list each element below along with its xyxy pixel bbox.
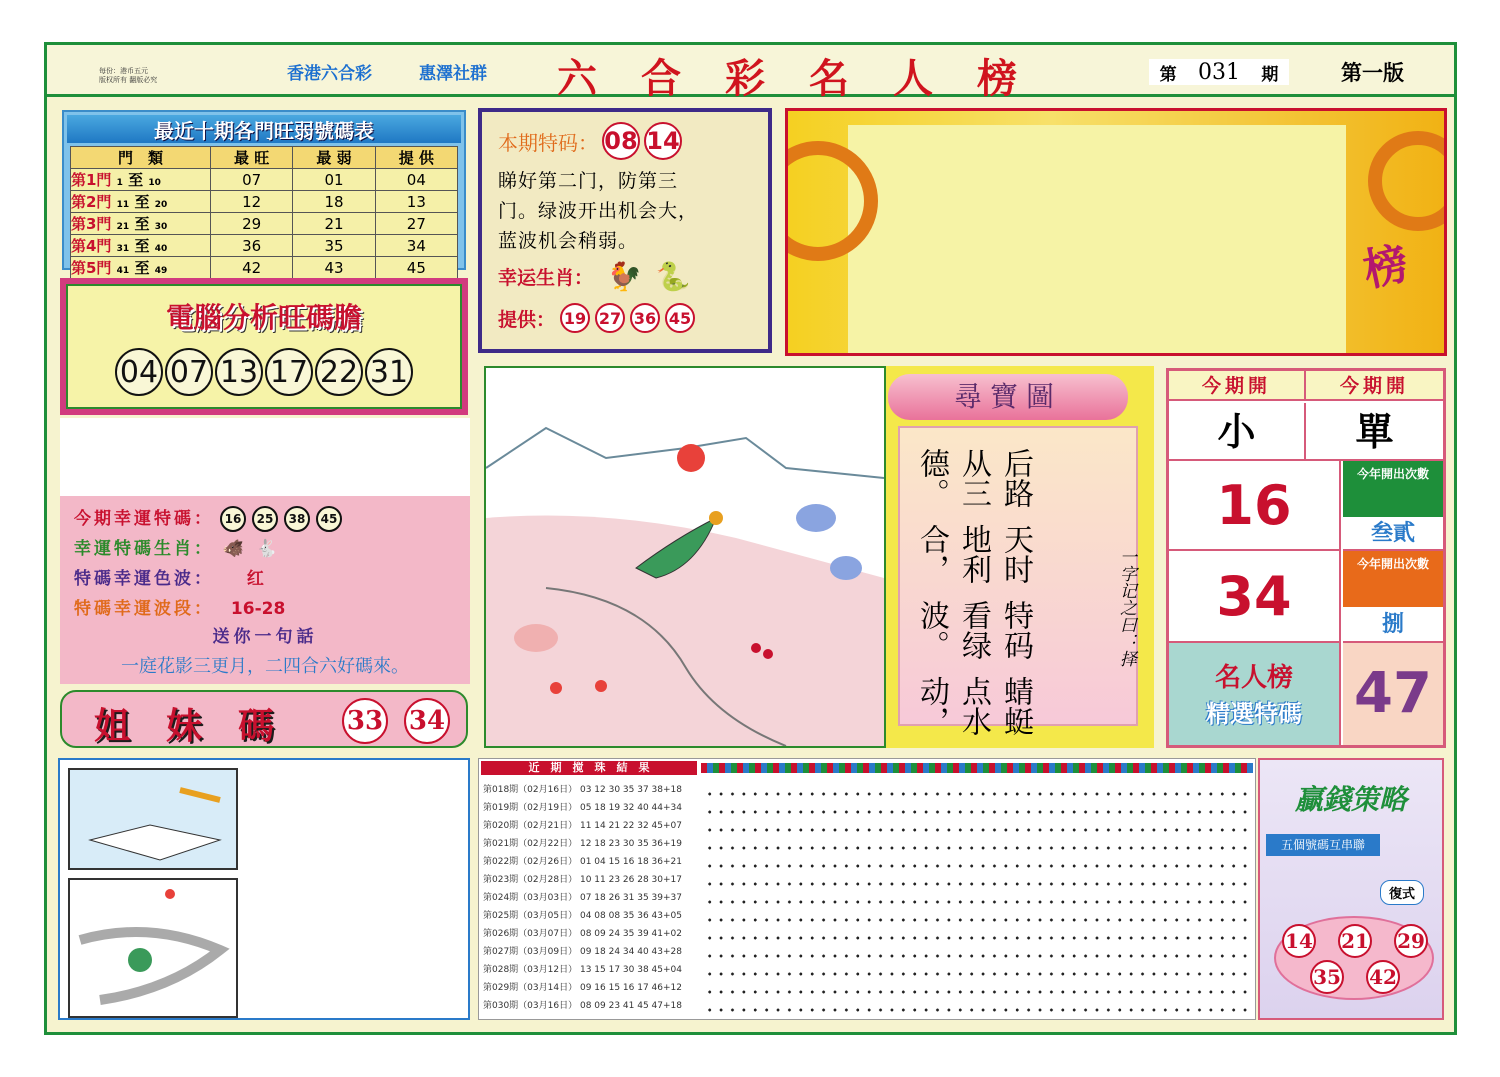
strategy-mode: 復式 xyxy=(1380,880,1424,905)
selected-number: 47 xyxy=(1343,643,1443,745)
number-ball: 07 xyxy=(165,348,213,396)
banner-cover xyxy=(848,125,1346,356)
issue-prefix: 第 xyxy=(1159,64,1177,85)
th-cold: 最 弱 xyxy=(293,147,375,169)
provide-label: 提供： xyxy=(498,308,556,331)
dot-matrix-grid xyxy=(701,781,1253,1017)
table-row: 第028期（03月12日） 13 15 17 30 38 45+04 xyxy=(483,965,682,975)
th-hot: 最 旺 xyxy=(211,147,293,169)
blank-area xyxy=(60,418,470,498)
table-row: 第5門 41 至 49 42 43 45 xyxy=(71,257,458,279)
table-row: 第026期（03月07日） 08 09 24 35 39 41+02 xyxy=(483,929,682,939)
lucky-ball: 38 xyxy=(284,506,310,532)
number-ball: 22 xyxy=(315,348,363,396)
table-row: 第1門 1 至 10 07 01 04 xyxy=(71,169,458,191)
door-table-title: 最近十期各門旺弱號碼表 xyxy=(67,115,461,143)
count-value-1: 叁貳 xyxy=(1343,517,1443,551)
ball-number-strip xyxy=(701,763,1253,773)
size-result: 小 xyxy=(1169,403,1306,461)
result-number-2: 34 xyxy=(1169,551,1341,643)
poem-column: 天时地利合， xyxy=(914,524,1033,584)
strategy-ball: 14 xyxy=(1282,924,1316,958)
door-table-header xyxy=(71,147,458,169)
page-title: 六合彩名人榜 xyxy=(557,55,1061,102)
lucky-ball: 45 xyxy=(316,506,342,532)
count-label: 今年開出次數 xyxy=(1343,551,1443,607)
strategy-ball: 21 xyxy=(1338,924,1372,958)
edition-label: 第一版 xyxy=(1341,61,1404,85)
lucky-ball: 16 xyxy=(220,506,246,532)
banner-glyph: 榜 xyxy=(1359,237,1413,297)
special-label: 本期特码： xyxy=(498,130,598,155)
special-ball: 08 xyxy=(602,122,640,160)
treasure-title: 尋寶圖 xyxy=(888,374,1128,420)
celebrity-label: 名人榜 xyxy=(1214,663,1293,693)
table-row: 第021期（02月22日） 12 18 23 30 35 36+19 xyxy=(483,839,682,849)
snake-icon: 🐍 xyxy=(655,260,691,293)
number-ball: 04 xyxy=(115,348,163,396)
number-ball: 17 xyxy=(265,348,313,396)
number-ball: 13 xyxy=(215,348,263,396)
sister-ball: 34 xyxy=(404,698,450,744)
banner-image xyxy=(785,108,1447,356)
lucky-zodiac-label: 幸運特碼生肖： xyxy=(74,539,214,559)
table-row: 第018期（02月16日） 03 12 30 35 37 38+18 xyxy=(483,785,682,795)
treasure-panel xyxy=(886,366,1154,748)
sister-code-panel xyxy=(60,690,468,748)
brand-community: 惠澤社群 xyxy=(419,64,487,84)
lucky-range-label: 特碼幸運波段： xyxy=(74,599,214,619)
door-table-panel xyxy=(62,110,466,277)
banner-swirl xyxy=(1368,131,1447,231)
poem-column: 特码看绿波。 xyxy=(914,600,1033,660)
strategy-ball: 35 xyxy=(1310,960,1344,994)
lucky-panel xyxy=(60,496,470,684)
bird-landscape-illustration xyxy=(486,368,884,746)
table-row: 第022期（02月26日） 01 04 15 16 18 36+21 xyxy=(483,857,682,867)
parity-result: 單 xyxy=(1306,403,1443,461)
strategy-ball: 42 xyxy=(1366,960,1400,994)
table-row: 第020期（02月21日） 11 14 21 22 32 45+07 xyxy=(483,821,682,831)
poem-column: 蜻蜓点水动， xyxy=(914,676,1033,736)
strategy-balls xyxy=(1274,916,1434,1000)
table-row: 第3門 21 至 30 29 21 27 xyxy=(71,213,458,235)
strategy-subtitle: 五個號碼互串聯 xyxy=(1266,834,1380,856)
send-line-title: 送你一句話 xyxy=(212,627,318,647)
right-results xyxy=(1166,368,1446,748)
this-issue-label: 今期開 xyxy=(1306,371,1443,401)
boar-icon: 🐗 xyxy=(222,539,248,559)
results-list xyxy=(483,781,697,1015)
issue-number: 031 xyxy=(1197,59,1240,85)
poem-column: 后路从三德。 xyxy=(914,448,1033,508)
lucky-range-value: 16-28 xyxy=(230,599,286,619)
results-title: 近 期 搅 珠 結 果 xyxy=(481,761,697,775)
header-bar xyxy=(47,45,1454,102)
th-tip: 提 供 xyxy=(375,147,457,169)
result-number-1: 16 xyxy=(1169,461,1341,551)
table-row: 第023期（02月28日） 10 11 23 26 28 30+17 xyxy=(483,875,682,885)
draw-results-panel xyxy=(478,758,1256,1020)
table-row: 第4門 31 至 40 36 35 34 xyxy=(71,235,458,257)
lucky-zodiac-label: 幸运生肖： xyxy=(498,267,594,289)
table-row: 第2門 11 至 20 12 18 13 xyxy=(71,191,458,213)
number-ball: 31 xyxy=(365,348,413,396)
special-ball: 14 xyxy=(644,122,682,160)
provide-ball: 45 xyxy=(665,303,695,333)
special-code-panel xyxy=(478,108,772,353)
treasure-poem xyxy=(910,448,1036,736)
count-label: 今年開出次數 xyxy=(1343,461,1443,517)
rabbit-icon: 🐇 xyxy=(256,539,281,559)
special-text: 睇好第二门，防第三 门。绿波开出机会大， 蓝波机会稍弱。 xyxy=(498,170,699,252)
this-issue-label: 今期開 xyxy=(1169,371,1306,401)
rooster-icon: 🐓 xyxy=(607,260,642,293)
treasure-hint: 一字记之曰：择 xyxy=(1116,548,1136,667)
provide-ball: 27 xyxy=(595,303,625,333)
computer-title: 電腦分析旺碼膽 xyxy=(165,301,362,334)
lucky-ball: 25 xyxy=(252,506,278,532)
path-illustration xyxy=(68,878,238,1018)
lucky-color-value: 红 xyxy=(246,569,267,589)
strategy-title: 贏錢策略 xyxy=(1294,783,1407,816)
lucky-color-label: 特碼幸運色波： xyxy=(74,569,214,589)
computer-numbers xyxy=(68,348,460,396)
sister-code-label: 姐 妹 碼 xyxy=(94,706,275,747)
sister-ball: 33 xyxy=(342,698,388,744)
th-door: 門 類 xyxy=(71,147,211,169)
lucky-code-label: 今期幸運特碼： xyxy=(74,509,214,529)
provide-ball: 36 xyxy=(630,303,660,333)
landscape-picture xyxy=(484,366,886,748)
brand-hk: 香港六合彩 xyxy=(287,64,372,84)
table-row: 第019期（02月19日） 05 18 19 32 40 44+34 xyxy=(483,803,682,813)
celebrity-select xyxy=(1169,643,1341,745)
table-row: 第030期（03月16日） 08 09 23 41 45 47+18 xyxy=(483,1001,682,1011)
strategy-panel xyxy=(1258,758,1444,1020)
issue-suffix: 期 xyxy=(1261,64,1279,85)
table-row: 第024期（03月03日） 07 18 26 31 35 39+37 xyxy=(483,893,682,903)
price-note: 每份：港币五元 版权所有 翻版必究 xyxy=(99,67,158,84)
table-row: 第025期（03月05日） 04 08 08 35 36 43+05 xyxy=(483,911,682,921)
selected-code-label: 精選特碼 xyxy=(1206,700,1302,728)
table-row: 第027期（03月09日） 09 18 24 34 40 43+28 xyxy=(483,947,682,957)
strategy-ball: 29 xyxy=(1394,924,1428,958)
bottom-illustration xyxy=(58,758,470,1020)
issue-box xyxy=(1149,59,1289,85)
provide-ball: 19 xyxy=(560,303,590,333)
door-table xyxy=(70,146,458,279)
book-illustration xyxy=(68,768,238,870)
table-row: 第029期（03月14日） 09 16 15 16 17 46+12 xyxy=(483,983,682,993)
treasure-scroll xyxy=(898,426,1138,736)
poem-text: 一庭花影三更月，二四合六好碼來。 xyxy=(121,656,409,677)
computer-panel xyxy=(60,278,468,415)
count-value-2: 捌 xyxy=(1343,607,1443,643)
